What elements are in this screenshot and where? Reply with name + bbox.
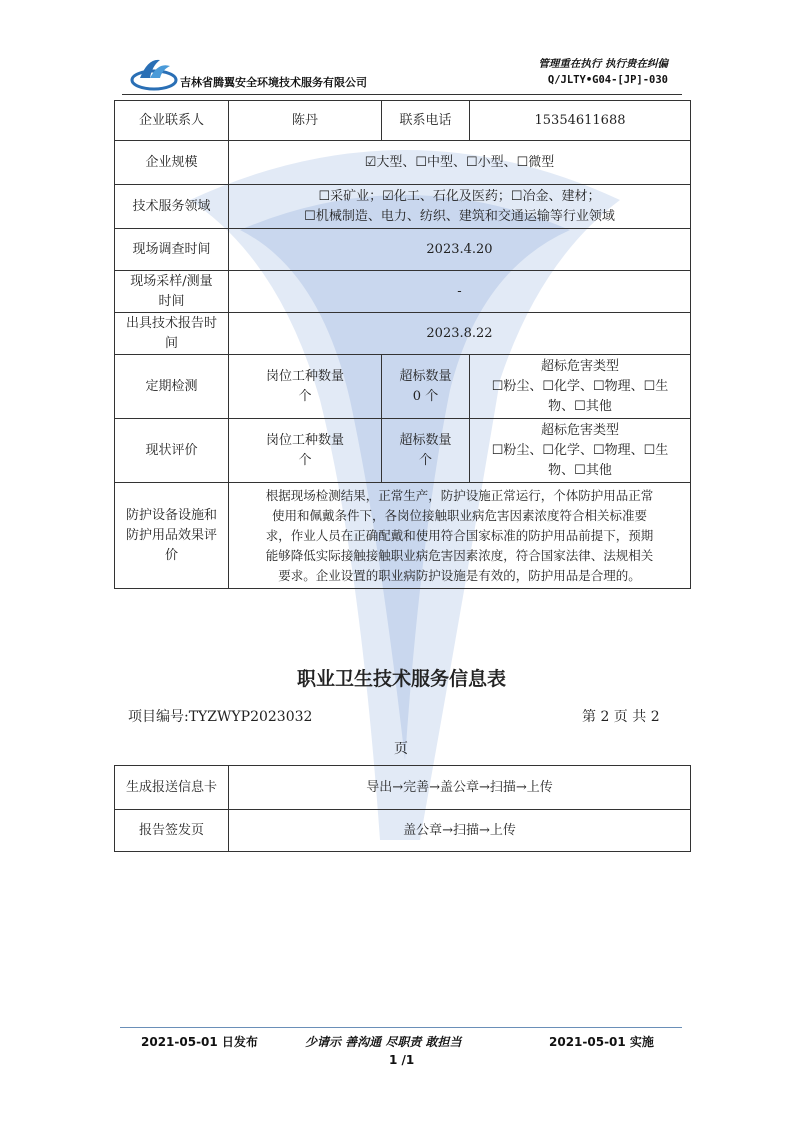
contact-value: 陈丹 [229, 101, 382, 141]
cell-line: ☐粉尘、☐化学、☐物理、☐生 [491, 442, 669, 458]
protection-eval-text [229, 483, 691, 589]
service-field-label: 技术服务领域 [115, 185, 229, 229]
document-number: Q/JLTY•G04-[JP]-030 [547, 74, 668, 86]
report-time-value: 2023.8.22 [229, 313, 691, 355]
phone-label: 联系电话 [382, 101, 470, 141]
table-row [115, 766, 691, 810]
company-logo-icon [130, 54, 178, 92]
report-time-label [115, 313, 229, 355]
periodic-exceed [382, 355, 470, 419]
info-card-label: 生成报送信息卡 [115, 766, 229, 810]
status-eval-label: 现状评价 [115, 419, 229, 483]
cell-line: 个 [298, 452, 312, 468]
paragraph-line: 能够降低实际接触接触职业病危害因素浓度，符合国家法律、法规相关 [265, 547, 654, 563]
status-posts [229, 419, 382, 483]
sampling-time-value: - [229, 271, 691, 313]
label-line: 出具技术报告时 [125, 315, 217, 331]
cell-line: 岗位工种数量 [265, 368, 344, 384]
periodic-test-label: 定期检测 [115, 355, 229, 419]
label-line: 现场采样/测量 [130, 273, 213, 289]
project-number: 项目编号:TYZWYP2023032 [128, 709, 313, 725]
periodic-hazard-types [470, 355, 691, 419]
cell-line: 岗位工种数量 [265, 432, 344, 448]
service-field-line: ☐采矿业；☑化工、石化及医药；☐冶金、建材； [318, 188, 601, 204]
header-motto: 管理重在执行 执行贵在纠偏 [538, 58, 668, 70]
header-divider [122, 94, 682, 95]
service-field-value [229, 185, 691, 229]
label-line: 时间 [158, 293, 185, 309]
page-info: 第 2 页 共 2 [582, 709, 660, 725]
table-row [115, 141, 691, 185]
cell-line: ☐粉尘、☐化学、☐物理、☐生 [491, 378, 669, 394]
footer-slogan: 少请示 善沟通 尽职责 敢担当 [305, 1035, 462, 1049]
label-line: 间 [164, 335, 178, 351]
label-line: 防护用品效果评 [125, 527, 217, 543]
paragraph-line: 求，作业人员在正确配戴和使用符合国家标准的防护用品前提下，预期 [265, 527, 654, 543]
page-number: 1 /1 [389, 1053, 415, 1067]
signoff-page-label: 报告签发页 [115, 810, 229, 852]
table-row [115, 355, 691, 419]
table-row [115, 185, 691, 229]
info-table [114, 100, 691, 589]
status-hazard-types [470, 419, 691, 483]
scale-value: ☑大型、☐中型、☐小型、☐微型 [229, 141, 691, 185]
signoff-page-value: 盖公章→扫描→上传 [229, 810, 691, 852]
protection-eval-label [115, 483, 229, 589]
phone-value: 15354611688 [470, 101, 691, 141]
table-row [115, 483, 691, 589]
cell-line: 超标数量 [399, 368, 452, 384]
status-exceed [382, 419, 470, 483]
contact-label: 企业联系人 [115, 101, 229, 141]
scale-label: 企业规模 [115, 141, 229, 185]
cell-line: 超标危害类型 [540, 422, 619, 438]
section-title: 职业卫生技术服务信息表 [296, 668, 506, 690]
page-info-wrap: 页 [394, 741, 408, 757]
publish-date: 2021-05-01 日发布 [141, 1035, 258, 1049]
label-line: 防护设备设施和 [125, 507, 217, 523]
survey-time-label: 现场调查时间 [115, 229, 229, 271]
paragraph-line: 使用和佩戴条件下，各岗位接触职业病危害因素浓度符合相关标准要 [271, 507, 647, 523]
survey-time-value: 2023.4.20 [229, 229, 691, 271]
table-row [115, 419, 691, 483]
paragraph-line: 要求。企业设置的职业病防护设施是有效的，防护用品是合理的。 [278, 567, 641, 583]
footer-divider [120, 1027, 682, 1028]
table-row [115, 101, 691, 141]
table-row [115, 229, 691, 271]
cell-line: 0 个 [412, 388, 439, 404]
cell-line: 个 [298, 388, 312, 404]
cell-line: 物、☐其他 [548, 462, 612, 478]
implement-date: 2021-05-01 实施 [549, 1035, 654, 1049]
label-line: 价 [164, 547, 178, 563]
cell-line: 物、☐其他 [548, 398, 612, 414]
page-header [120, 52, 680, 96]
cell-line: 个 [418, 452, 432, 468]
table-row [115, 271, 691, 313]
service-info-table [114, 765, 691, 852]
cell-line: 超标危害类型 [540, 358, 619, 374]
company-name: 吉林省腾翼安全环境技术服务有限公司 [180, 76, 367, 89]
cell-line: 超标数量 [399, 432, 452, 448]
info-card-value: 导出→完善→盖公章→扫描→上传 [229, 766, 691, 810]
sampling-time-label [115, 271, 229, 313]
table-row [115, 313, 691, 355]
table-row [115, 810, 691, 852]
paragraph-line: 根据现场检测结果，正常生产，防护设施正常运行，个体防护用品正常 [265, 487, 654, 503]
service-field-line: ☐机械制造、电力、纺织、建筑和交通运输等行业领域 [304, 208, 615, 224]
periodic-posts [229, 355, 382, 419]
